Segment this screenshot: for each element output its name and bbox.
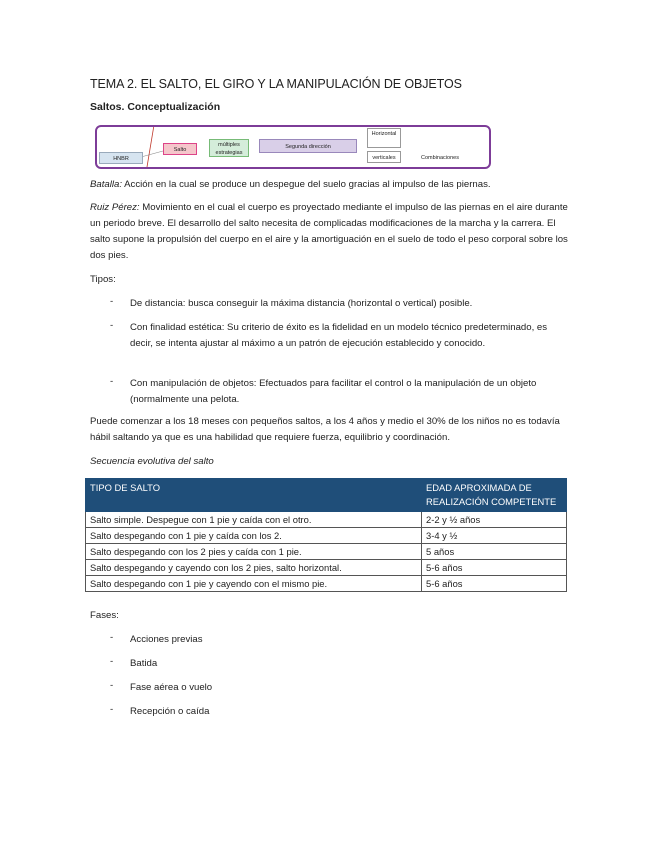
fases-item: Acciones previas bbox=[130, 634, 203, 645]
fases-item: Recepción o caída bbox=[130, 706, 210, 717]
diagram-box-horizontal: Horizontal bbox=[367, 128, 401, 148]
table-cell: 2-2 y ½ años bbox=[422, 512, 567, 528]
definition-ruiz-perez-text: Movimiento en el cual el cuerpo es proyectado mediante el impulso de las piernas en el aire durante un periodo breve. El desarrollo del salto necesita de complicadas modificaciones de la marcha y la carrera. El salto supone la propulsión del cuerpo en el aire y la amortiguación en el suelo de todo el peso corporal sobre los dos pies. bbox=[90, 202, 568, 261]
list-dash: - bbox=[110, 632, 114, 643]
table-row bbox=[86, 544, 567, 560]
table-row bbox=[86, 560, 567, 576]
fases-label: Fases: bbox=[90, 610, 119, 621]
list-dash: - bbox=[110, 656, 114, 667]
concept-diagram bbox=[95, 125, 491, 169]
list-dash: - bbox=[110, 704, 114, 715]
section-subtitle: Saltos. Conceptualización bbox=[90, 101, 221, 113]
table-cell: 3-4 y ½ bbox=[422, 528, 567, 544]
table-cell: Salto simple. Despegue con 1 pie y caída con el otro. bbox=[86, 512, 422, 528]
diagram-box-segunda: Segunda dirección bbox=[259, 139, 357, 153]
list-dash: - bbox=[110, 376, 114, 387]
jump-sequence-table bbox=[85, 478, 567, 592]
fases-item: Fase aérea o vuelo bbox=[130, 682, 213, 693]
diagram-box-salto: Salto bbox=[163, 143, 197, 155]
tipos-item: Con manipulación de objetos: Efectuados para facilitar el control o la manipulación de un objeto (normalmente una pelota. bbox=[130, 378, 537, 405]
age-paragraph: Puede comenzar a los 18 meses con pequeños saltos, a los 4 años y medio el 30% de los niños no es todavía hábil saltando ya que es una habilidad que requiere fuerza, equilibrio y coordinación. bbox=[90, 416, 560, 443]
sequence-heading: Secuencia evolutiva del salto bbox=[90, 456, 214, 467]
table-cell: 5-6 años bbox=[422, 560, 567, 576]
list-dash: - bbox=[110, 680, 114, 691]
table-header-tipo: TIPO DE SALTO bbox=[86, 479, 422, 512]
author-batalla: Batalla: bbox=[90, 179, 122, 190]
table-header-row bbox=[86, 479, 567, 512]
definition-ruiz-perez bbox=[90, 200, 568, 264]
table-cell: Salto despegando con los 2 pies y caída con 1 pie. bbox=[86, 544, 422, 560]
diagram-box-hnbr: HNBR bbox=[99, 152, 143, 164]
table-cell: 5 años bbox=[422, 544, 567, 560]
table-cell: Salto despegando con 1 pie y cayendo con el mismo pie. bbox=[86, 576, 422, 592]
diagram-box-verticales: verticales bbox=[367, 151, 401, 163]
definition-batalla-text: Acción en la cual se produce un despegue del suelo gracias al impulso de las piernas. bbox=[122, 179, 491, 190]
page-title: TEMA 2. EL SALTO, EL GIRO Y LA MANIPULACIÓN DE OBJETOS bbox=[90, 77, 462, 91]
tipos-label: Tipos: bbox=[90, 274, 116, 285]
table-row bbox=[86, 512, 567, 528]
table-cell: Salto despegando con 1 pie y caída con los 2. bbox=[86, 528, 422, 544]
tipos-item: Con finalidad estética: Su criterio de éxito es la fidelidad en un modelo técnico predeterminado, es decir, se intenta ajustar al máximo a un patrón de ejecución establecido y conocido. bbox=[130, 322, 548, 349]
tipos-item: De distancia: busca conseguir la máxima distancia (horizontal o vertical) posible. bbox=[130, 298, 473, 309]
fases-item: Batida bbox=[130, 658, 158, 669]
list-dash: - bbox=[110, 320, 114, 331]
table-cell: 5-6 años bbox=[422, 576, 567, 592]
author-ruiz-perez: Ruiz Pérez: bbox=[90, 202, 140, 213]
table-row bbox=[86, 576, 567, 592]
table-cell: Salto despegando y cayendo con los 2 pies, salto horizontal. bbox=[86, 560, 422, 576]
table-header-edad: EDAD APROXIMADA DE REALIZACIÓN COMPETENTE bbox=[422, 479, 567, 512]
diagram-box-combinaciones: Combinaciones bbox=[411, 151, 469, 163]
list-dash: - bbox=[110, 296, 114, 307]
definition-batalla bbox=[90, 177, 568, 193]
table-row bbox=[86, 528, 567, 544]
diagram-box-multiples: múltiples estrategias bbox=[209, 139, 249, 157]
